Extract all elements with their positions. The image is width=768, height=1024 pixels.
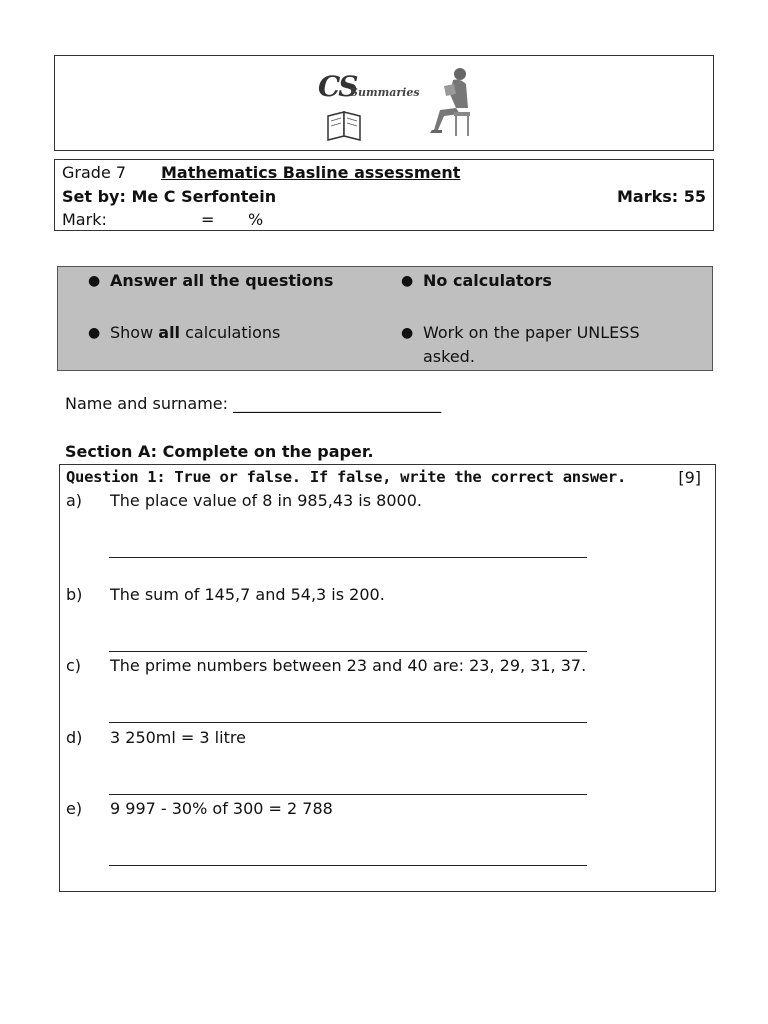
instructions-box — [57, 266, 713, 371]
answer-line[interactable] — [109, 794, 587, 795]
logo — [310, 64, 480, 142]
mark-equals: = — [201, 210, 215, 229]
book-reader-icon — [310, 64, 480, 142]
item-statement: 3 250ml = 3 litre — [110, 728, 246, 747]
set-by: Set by: Me C Serfontein — [62, 187, 277, 206]
answer-line[interactable] — [109, 651, 587, 652]
answer-line[interactable] — [109, 722, 587, 723]
logo-word: Summaries — [350, 86, 420, 99]
grade-label: Grade 7 — [62, 163, 127, 182]
bullet-icon: ● — [401, 325, 414, 341]
item-statement: The prime numbers between 23 and 40 are: 23, 29, 31, 37. — [110, 656, 587, 675]
bullet-icon: ● — [401, 273, 414, 289]
instruction-work-on-paper: ● Work on the paper UNLESS asked. — [401, 323, 640, 366]
name-surname-field: Name and surname: __________________________ — [65, 394, 442, 413]
logo-letters: CS — [318, 70, 357, 103]
item-letter: a) — [66, 491, 83, 510]
mark-label: Mark: — [62, 210, 107, 229]
bullet-icon: ● — [88, 325, 101, 341]
question-1-marks: [9] — [678, 468, 701, 487]
item-statement: 9 997 - 30% of 300 = 2 788 — [110, 799, 333, 818]
item-statement: The sum of 145,7 and 54,3 is 200. — [110, 585, 385, 604]
instruction-show-calculations: ● Show all calculations — [110, 321, 280, 345]
mark-percent: % — [248, 210, 264, 229]
item-statement: The place value of 8 in 985,43 is 8000. — [110, 491, 422, 510]
assessment-title: Mathematics Basline assessment — [161, 163, 461, 182]
question-1-title: Question 1: True or false. If false, write the correct answer. — [66, 468, 626, 486]
item-letter: b) — [66, 585, 83, 604]
question-1-box — [59, 464, 716, 892]
item-letter: c) — [66, 656, 82, 675]
instruction-no-calculators: ● No calculators — [423, 269, 552, 293]
item-letter: e) — [66, 799, 83, 818]
total-marks: Marks: 55 — [616, 187, 706, 206]
answer-line[interactable] — [109, 865, 587, 866]
logo-box — [54, 55, 714, 151]
item-letter: d) — [66, 728, 83, 747]
answer-line[interactable] — [109, 557, 587, 558]
instruction-answer-all: ● Answer all the questions — [110, 269, 333, 293]
header-box — [54, 159, 714, 231]
section-a-title: Section A: Complete on the paper. — [65, 442, 374, 461]
bullet-icon: ● — [88, 273, 101, 289]
